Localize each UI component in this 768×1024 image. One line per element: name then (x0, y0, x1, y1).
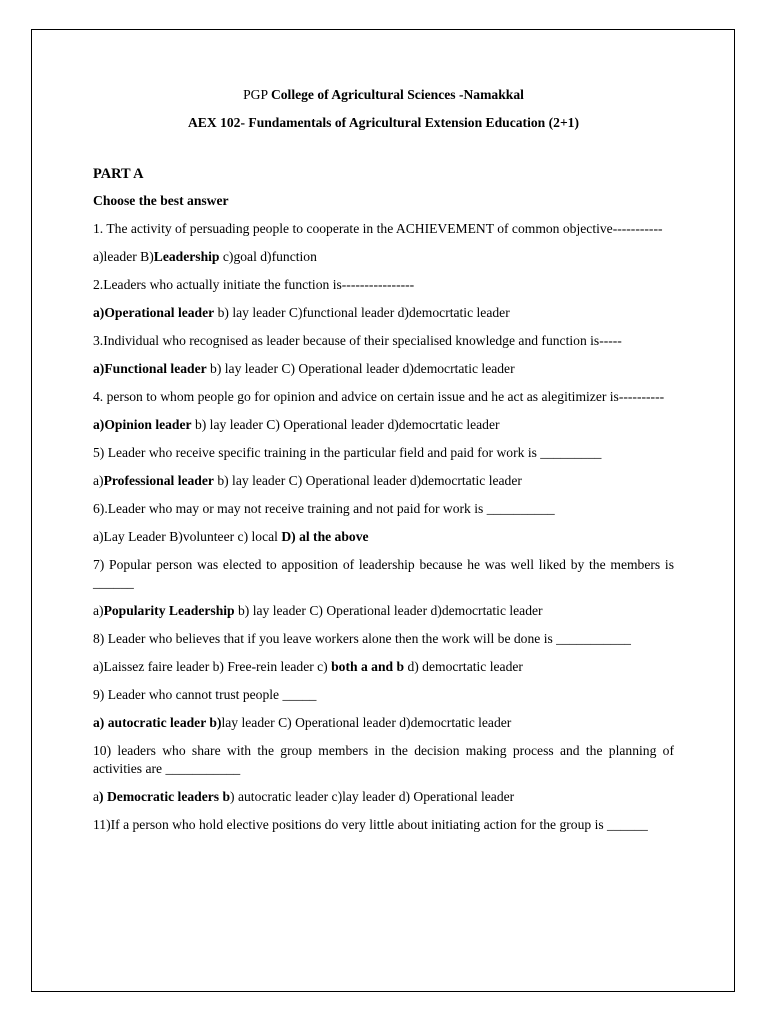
answer-options (93, 714, 674, 732)
question-text: 11)If a person who hold elective positions do very little about initiating action for the group is ______ (93, 817, 648, 832)
correct-answer: Leadership (153, 249, 220, 264)
answer-text: b) lay leader C) Operational leader d)democrtatic leader (191, 417, 500, 432)
question-text: 2.Leaders who actually initiate the function is---------------- (93, 277, 415, 292)
answer-text: b) lay leader C) Operational leader d)democrtatic leader (213, 473, 522, 488)
correct-answer: a)Functional leader (93, 361, 207, 376)
answer-text: a)Laissez faire leader b) Free-rein leader c) (93, 659, 332, 674)
answer-text: a)leader B) (93, 249, 154, 264)
answer-text: ) autocratic leader c)lay leader d) Operational leader (230, 789, 515, 804)
answer-text: c)goal d)function (219, 249, 317, 264)
answer-options (93, 602, 674, 620)
question-text: 9) Leader who cannot trust people _____ (93, 687, 317, 702)
answer-text: b) lay leader C) Operational leader d)democrtatic leader (234, 603, 543, 618)
answer-text: d) democrtatic leader (404, 659, 523, 674)
question-text: 1. The activity of persuading people to cooperate in the ACHIEVEMENT of common objective----------- (93, 221, 663, 236)
answer-options (93, 658, 674, 676)
correct-answer: a) autocratic leader b) (93, 715, 222, 730)
answer-options (93, 360, 674, 378)
answer-text: a) (93, 473, 104, 488)
answer-text: a)Lay Leader B)volunteer c) local (93, 529, 282, 544)
answer-options (93, 528, 674, 546)
course-title: AEX 102- Fundamentals of Agricultural Extension Education (2+1) (187, 115, 580, 130)
question-text: 5) Leader who receive specific training in the particular field and paid for work is _________ (93, 445, 602, 460)
document-body (93, 86, 674, 834)
correct-answer: both a and b (331, 659, 405, 674)
answer-text: b) lay leader C) Operational leader d)democrtatic leader (206, 361, 515, 376)
correct-answer: a)Operational leader (93, 305, 215, 320)
question-text: 10) leaders who share with the group members in the decision making process and the planning of activities are ___________ (93, 743, 674, 776)
question-text: 6).Leader who may or may not receive training and not paid for work is __________ (93, 501, 555, 516)
correct-answer: Popularity Leadership (103, 603, 235, 618)
question-text: 4. person to whom people go for opinion and advice on certain issue and he act as alegitimizer is---------- (93, 389, 665, 404)
college-name: College of Agricultural Sciences -Namakkal (270, 87, 524, 102)
college-title (93, 86, 674, 104)
question-text: 8) Leader who believes that if you leave workers alone then the work will be done is ___________ (93, 631, 631, 646)
answer-text: a) (93, 603, 104, 618)
answer-options (93, 788, 674, 806)
instruction-text: Choose the best answer (93, 193, 229, 208)
correct-answer: ) Democratic leaders b (99, 789, 231, 804)
college-prefix: PGP (243, 87, 271, 102)
answer-options (93, 304, 674, 322)
question-text: 3.Individual who recognised as leader because of their specialised knowledge and function is----- (93, 333, 622, 348)
answer-options (93, 416, 674, 434)
question-list (93, 220, 674, 834)
part-heading: PART A (93, 166, 144, 182)
answer-text: a (93, 789, 100, 804)
correct-answer: Professional leader (103, 473, 214, 488)
correct-answer: D) al the above (281, 529, 369, 544)
question-text: 7) Popular person was elected to apposition of leadership because he was well liked by the members is ______ (93, 557, 674, 590)
correct-answer: a)Opinion leader (93, 417, 192, 432)
answer-options (93, 248, 674, 266)
answer-text: b) lay leader C)functional leader d)democrtatic leader (214, 305, 510, 320)
answer-text: lay leader C) Operational leader d)democrtatic leader (221, 715, 512, 730)
answer-options (93, 472, 674, 490)
